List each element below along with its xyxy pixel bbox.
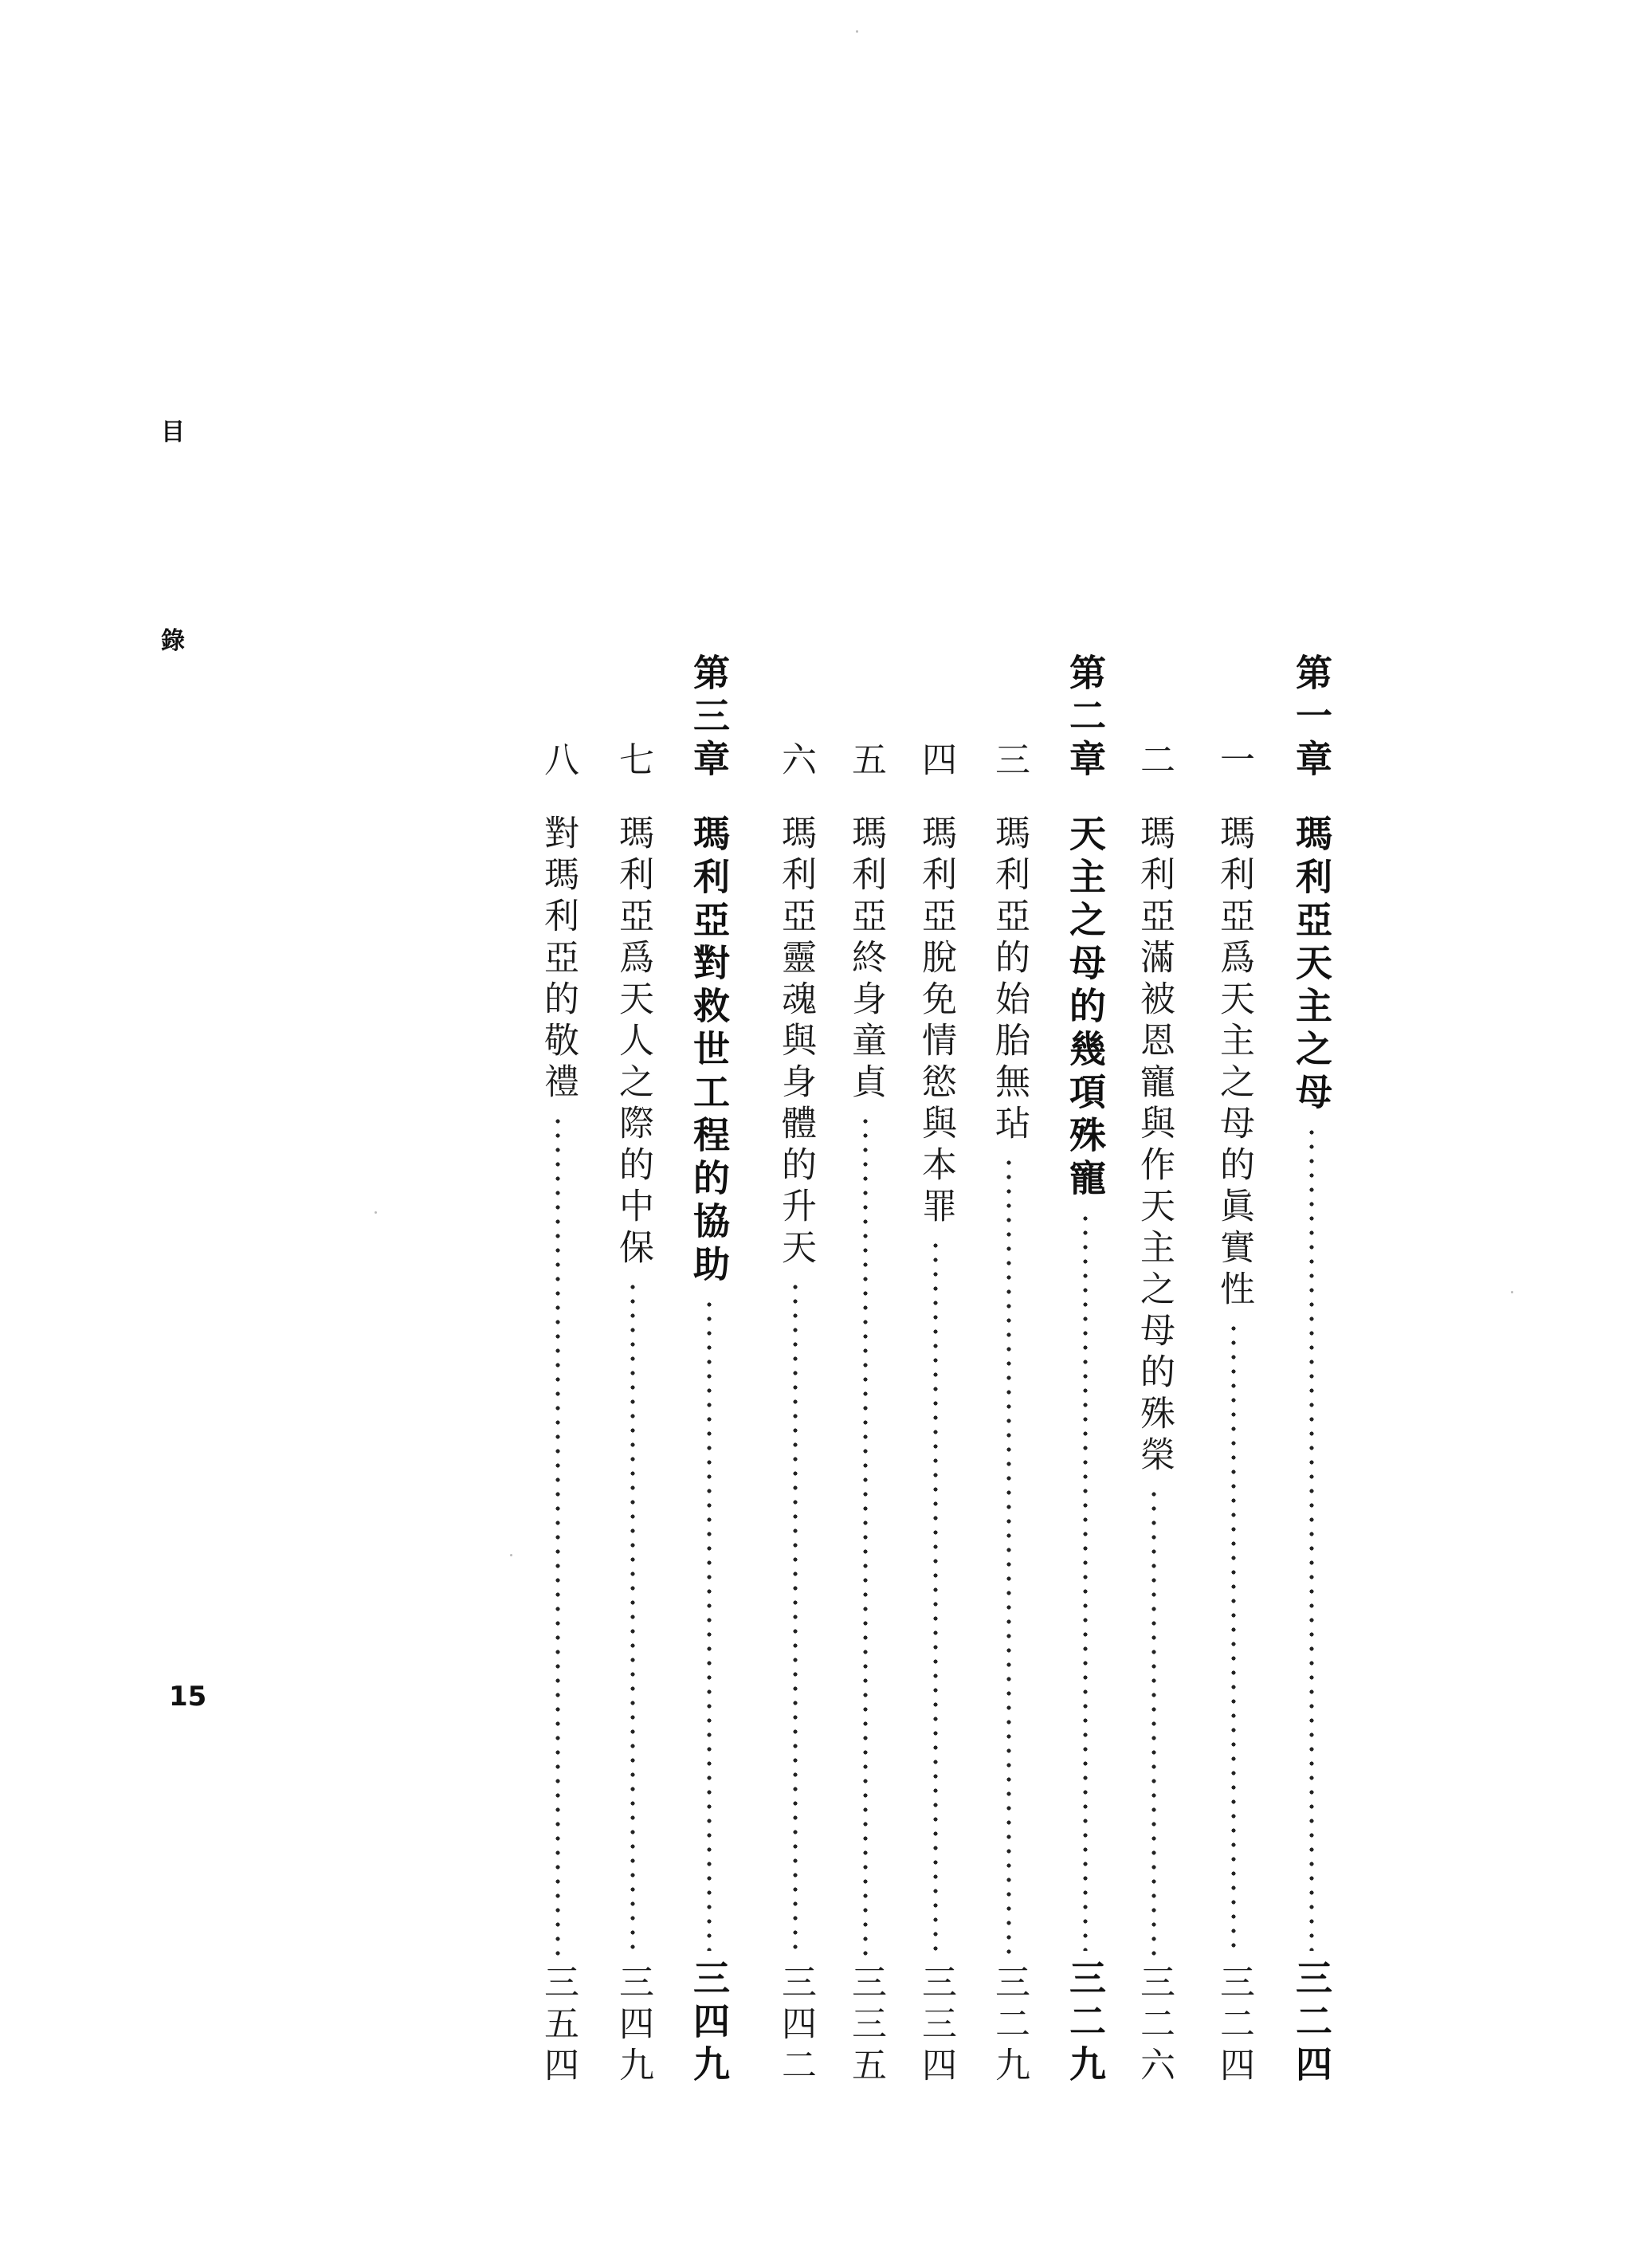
dot-leader <box>1231 1321 1236 1956</box>
dot-leader <box>1309 1125 1314 1951</box>
toc-label: 七 <box>613 741 653 783</box>
scan-speck <box>856 30 858 33</box>
toc-page: 三二九 <box>1064 1959 1107 2088</box>
toc-label: 四 <box>916 741 956 783</box>
running-head-char-1: 目 <box>161 418 185 446</box>
toc-page: 三二九 <box>989 1964 1030 2088</box>
toc-label: 第三章 <box>688 653 731 783</box>
toc-chapter-1 <box>1288 653 1336 2088</box>
toc-label: 二 <box>1134 741 1175 783</box>
toc-title: 瑪利亞靈魂與身體的升天 <box>775 814 816 1270</box>
dot-leader <box>933 1238 938 1956</box>
toc-section-5 <box>842 653 889 2088</box>
dot-leader <box>630 1280 635 1956</box>
toc-label: 三 <box>989 741 1030 783</box>
toc-page: 三二六 <box>1134 1964 1175 2088</box>
dot-leader <box>1083 1211 1088 1951</box>
toc-label: 一 <box>1214 741 1254 783</box>
toc-page: 三四二 <box>775 1964 816 2088</box>
toc-page: 三四九 <box>613 1964 653 2088</box>
toc-title: 瑪利亞爲天人之際的中保 <box>613 814 653 1270</box>
toc-label: 六 <box>775 741 816 783</box>
toc-chapter-2 <box>1061 653 1109 2088</box>
toc-section-2 <box>1130 653 1178 2088</box>
toc-page: 三四九 <box>688 1959 731 2088</box>
toc-title: 瑪利亞滿被恩寵與作天主之母的殊榮 <box>1134 814 1175 1477</box>
toc-chapter-3 <box>685 653 733 2088</box>
toc-section-7 <box>609 653 657 2088</box>
toc-section-4 <box>912 653 959 2088</box>
scan-speck <box>510 1554 512 1556</box>
toc-label: 第一章 <box>1290 653 1333 783</box>
scan-speck <box>375 1211 377 1214</box>
dot-leader <box>793 1280 798 1956</box>
toc-label: 八 <box>538 741 579 783</box>
toc-label: 第二章 <box>1064 653 1107 783</box>
toc-title: 瑪利亞終身童貞 <box>845 814 886 1105</box>
toc-page: 三五四 <box>538 1964 579 2088</box>
toc-title: 瑪利亞的始胎無玷 <box>989 814 1030 1146</box>
toc-title: 瑪利亞爲天主之母的眞實性 <box>1214 814 1254 1312</box>
toc-title: 瑪利亞天主之母 <box>1290 814 1333 1116</box>
dot-leader <box>1006 1156 1011 1956</box>
dot-leader <box>1151 1487 1156 1956</box>
dot-leader <box>707 1297 712 1951</box>
scan-speck <box>1511 1291 1513 1293</box>
dot-leader <box>863 1114 868 1956</box>
toc-section-6 <box>771 653 819 2088</box>
toc-section-3 <box>985 653 1033 2088</box>
toc-label: 五 <box>845 741 886 783</box>
toc-section-1 <box>1210 653 1257 2088</box>
toc-title: 瑪利亞脫免情慾與本罪 <box>916 814 956 1229</box>
toc-page: 三三四 <box>916 1964 956 2088</box>
page-number: 15 <box>169 1681 207 1713</box>
toc-page: 三二四 <box>1290 1959 1333 2088</box>
running-head-char-2: 錄 <box>161 627 185 655</box>
dot-leader <box>555 1114 560 1956</box>
toc-section-8 <box>534 653 582 2088</box>
toc-page: 三二四 <box>1214 1964 1254 2088</box>
toc-title: 瑪利亞對救世工程的協助 <box>688 814 731 1288</box>
toc-title: 天主之母的幾項殊寵 <box>1064 814 1107 1202</box>
toc-page: 三三五 <box>845 1964 886 2088</box>
toc-title: 對瑪利亞的敬禮 <box>538 814 579 1105</box>
